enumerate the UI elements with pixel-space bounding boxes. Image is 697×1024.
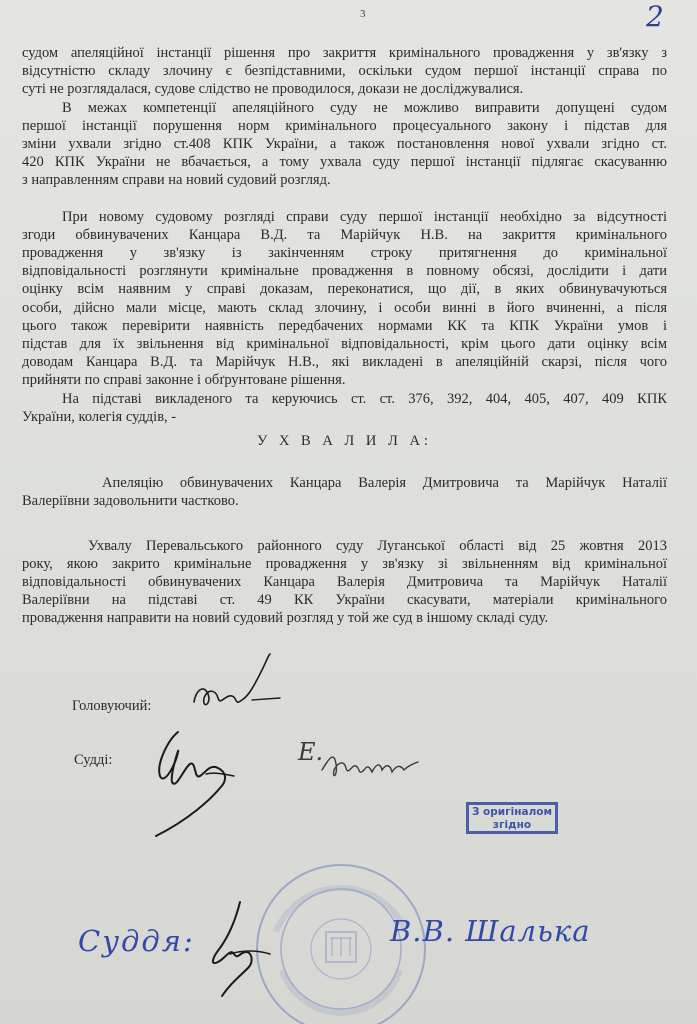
text-line: Ухвалу Перевальського районного суду Луганської області від 25 жовтня 2013 [88, 537, 667, 554]
text-line: провадження направити на новий судовий розгляд у той же суд в іншому складі суду. [22, 610, 549, 627]
judge-signature-cursive-icon [318, 740, 428, 788]
text-line: першої інстанції порушення норм кримінального процесуального закону і підстав для [22, 117, 667, 134]
document-body [22, 44, 667, 628]
judges-label: Судді: [74, 752, 113, 768]
paragraph-2 [22, 99, 667, 190]
text-line: суті не розглядалася, судове слідство не проводилося, докази не досліджувалися. [22, 81, 524, 98]
text-line: Валеріївни на підставі ст. 49 КК України скасувати, матеріали кримінального [22, 592, 667, 609]
paragraph-4 [22, 390, 667, 426]
stamp-line-1: З оригіналом [471, 806, 553, 818]
resolution-paragraph-1 [22, 474, 667, 510]
text-line: цього також перевірити наявність передбачених нормами КК та КПК України умов і [22, 317, 667, 334]
certified-copy-stamp [466, 802, 558, 834]
text-line: 420 КПК України не вбачається, а тому ухвала суду першої інстанції підлягає скасуванню [22, 154, 667, 171]
text-line: При новому судовому розгляді справи суду першої інстанції необхідно за відсутності [62, 208, 667, 225]
judge-signature-icon [148, 724, 248, 842]
stamp-line-2: згідно [492, 819, 532, 831]
text-line: України, колегія суддів, - [22, 408, 177, 425]
text-line: відповідальності розглянути кримінальне провадження в повному обсязі, дослідити і дати [22, 263, 667, 280]
text-line: прийняти по справі законне і обґрунтоване рішення. [22, 372, 346, 389]
text-line: Валеріївни задовольнити частково. [22, 493, 239, 510]
paragraph-1 [22, 44, 667, 99]
text-line: оцінку всім наявним у справі доказам, переконатися, що дії, в яких обвинувачуються [22, 281, 667, 298]
presiding-signature-icon [182, 650, 302, 720]
text-line: В межах компетенції апеляційного суду не можливо виправити допущені судом [62, 99, 667, 116]
decision-heading: У Х В А Л И Л А: [257, 433, 432, 450]
presiding-judge-label: Головуючий: [72, 698, 152, 714]
text-line: Апеляцію обвинувачених Канцара Валерія Дмитровича та Марійчук Наталії [102, 475, 667, 492]
text-line: провадження у зв'язку із закінченням строку притягнення до кримінальної [22, 245, 667, 262]
judge-initial-signature: Е. [298, 738, 324, 766]
handwritten-judge-name: В.В. Шалька [390, 914, 591, 948]
text-line: згоди обвинувачених Канцара В.Д. та Марійчук Н.В. на закриття кримінального [22, 226, 667, 243]
resolution-paragraph-2 [22, 537, 667, 628]
text-line: з направленням справи на новий судовий розгляд. [22, 172, 331, 189]
paragraph-3 [22, 208, 667, 390]
handwritten-page-number: 2 [646, 0, 664, 33]
text-line: доводам Канцара В.Д. та Марійчук Н.В., які викладені в апеляційній скарзі, після чого [22, 354, 667, 371]
text-line: відповідальності обвинувачених Канцара Валерія Дмитровича та Марійчук Наталії [22, 574, 667, 591]
handwritten-judge-word: Суддя: [78, 924, 195, 958]
final-signature-icon [200, 898, 276, 1002]
text-line: судом апеляційної інстанції рішення про закриття кримінального провадження у зв'язку з [22, 45, 667, 61]
page-number: 3 [360, 8, 366, 20]
text-line: особи, дійсно мали місце, мають склад злочину, і особи винні в його вчиненні, а після [22, 299, 667, 316]
text-line: зміни ухвали згідно ст.408 КПК України, а також постановлення нової ухвали згідно ст. [22, 136, 667, 153]
text-line: підстав для їх звільнення від кримінальної відповідальності, крім цього дати оцінку всім [22, 336, 667, 353]
text-line: На підставі викладеного та керуючись ст. ст. 376, 392, 404, 405, 407, 409 КПК [62, 390, 667, 407]
text-line: відсутністю складу злочину є безпідставними, оскільки судом першої інстанції справа по [22, 63, 667, 80]
text-line: року, якою закрито кримінальне провадження у зв'язку зі звільненням від кримінальної [22, 555, 667, 572]
